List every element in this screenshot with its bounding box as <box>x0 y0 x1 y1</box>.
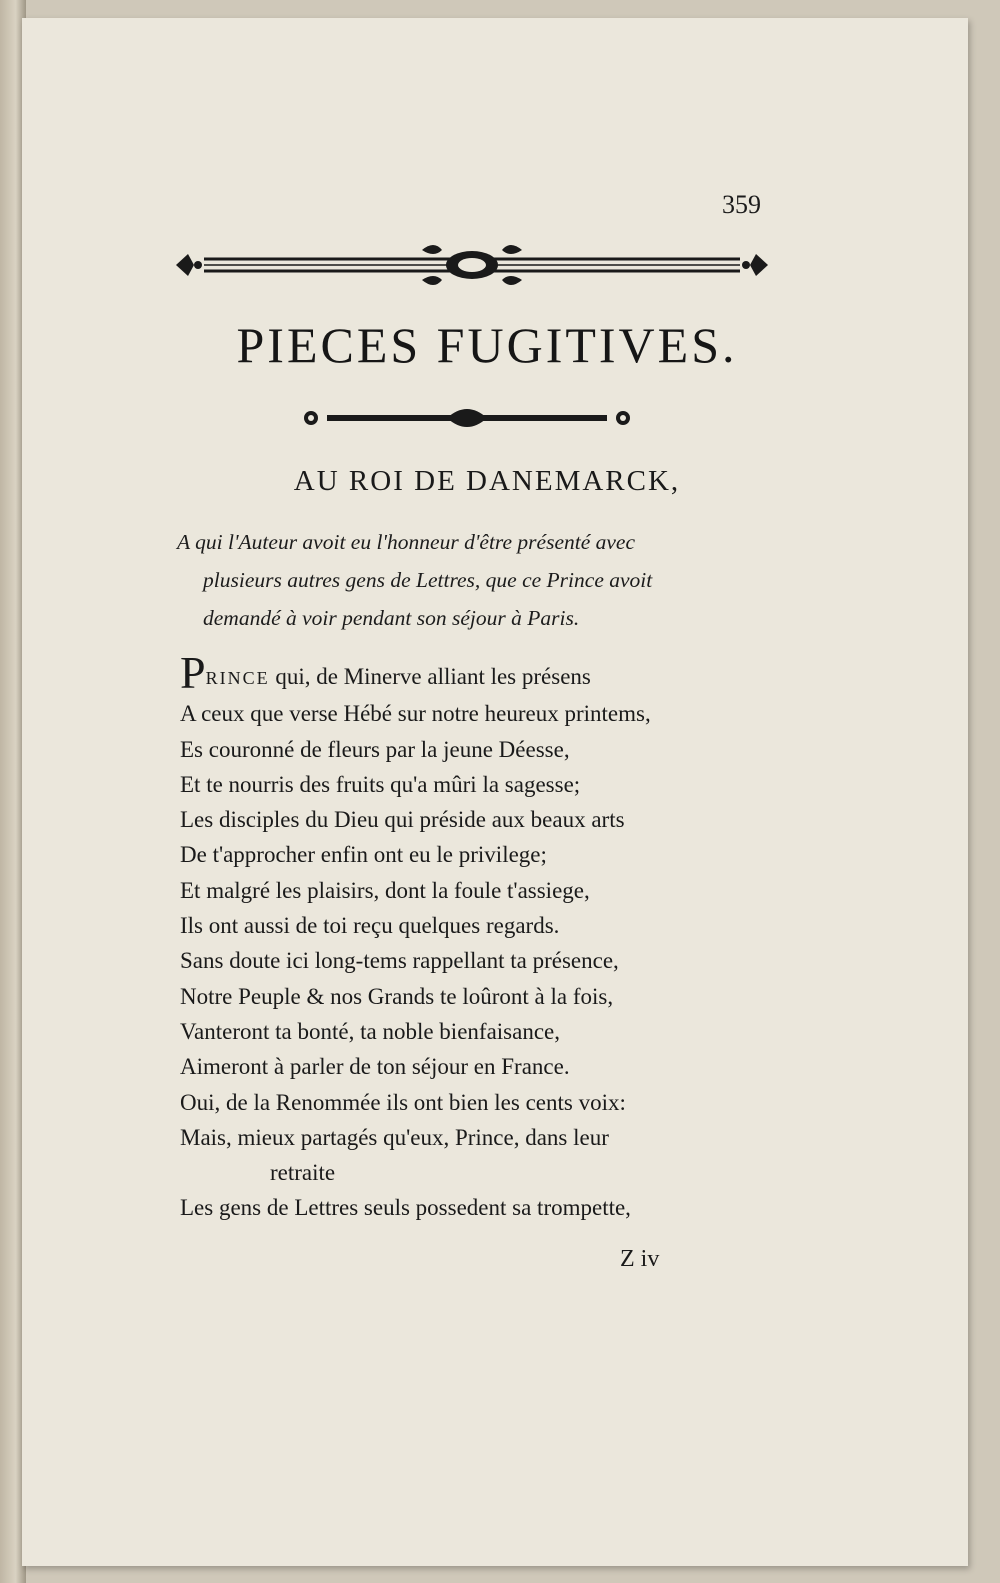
poem-line: Et malgré les plaisirs, dont la foule t'assiege, <box>180 877 590 903</box>
poem-body <box>180 647 820 1226</box>
poem-line: Sans doute ici long-tems rappellant ta présence, <box>180 948 619 974</box>
dedication-heading: AU ROI DE DANEMARCK, <box>293 465 681 497</box>
poem-line: Les disciples du Dieu qui préside aux beaux arts <box>180 807 625 833</box>
poem-line: Ils ont aussi de toi reçu quelques regards. <box>180 913 560 939</box>
rule-ornament-icon <box>297 400 637 436</box>
signature-mark: Z iv <box>620 1246 660 1272</box>
poem-line: Es couronné de fleurs par la jeune Déesse, <box>180 736 570 762</box>
book-page <box>22 18 968 1566</box>
subtitle-line: plusieurs autres gens de Lettres, que ce Prince avoit <box>203 568 653 592</box>
drop-cap: P <box>180 647 206 698</box>
poem-line: Les gens de Lettres seuls possedent sa trompette, <box>180 1195 631 1221</box>
poem-line: Aimeront à parler de ton séjour en France. <box>180 1054 570 1080</box>
subtitle-line: A qui l'Auteur avoit eu l'honneur d'être présenté avec <box>177 530 636 554</box>
poem-line: Notre Peuple & nos Grands te loûront à la fois, <box>180 983 614 1009</box>
page-title: PIECES FUGITIVES. <box>236 317 738 373</box>
first-line-rest: qui, de Minerve alliant les présens <box>269 664 591 689</box>
first-word: RINCE <box>205 668 270 688</box>
poem-line <box>180 647 820 698</box>
page-number: 359 <box>722 190 761 219</box>
poem-line: Vanteront ta bonté, ta noble bienfaisance, <box>180 1018 560 1044</box>
poem-line: Et te nourris des fruits qu'a mûri la sagesse; <box>180 771 581 797</box>
subtitle-block <box>177 523 777 637</box>
headpiece-ornament-icon <box>172 240 772 290</box>
poem-line: Mais, mieux partagés qu'eux, Prince, dans leur <box>180 1124 609 1150</box>
poem-line: A ceux que verse Hébé sur notre heureux printems, <box>180 701 651 727</box>
subtitle-line: demandé à voir pendant son séjour à Paris. <box>203 606 580 630</box>
poem-line: Oui, de la Renommée ils ont bien les cents voix: <box>180 1089 626 1115</box>
poem-line-continuation: retraite <box>270 1160 336 1186</box>
poem-line: De t'approcher enfin ont eu le privilege; <box>180 842 547 868</box>
